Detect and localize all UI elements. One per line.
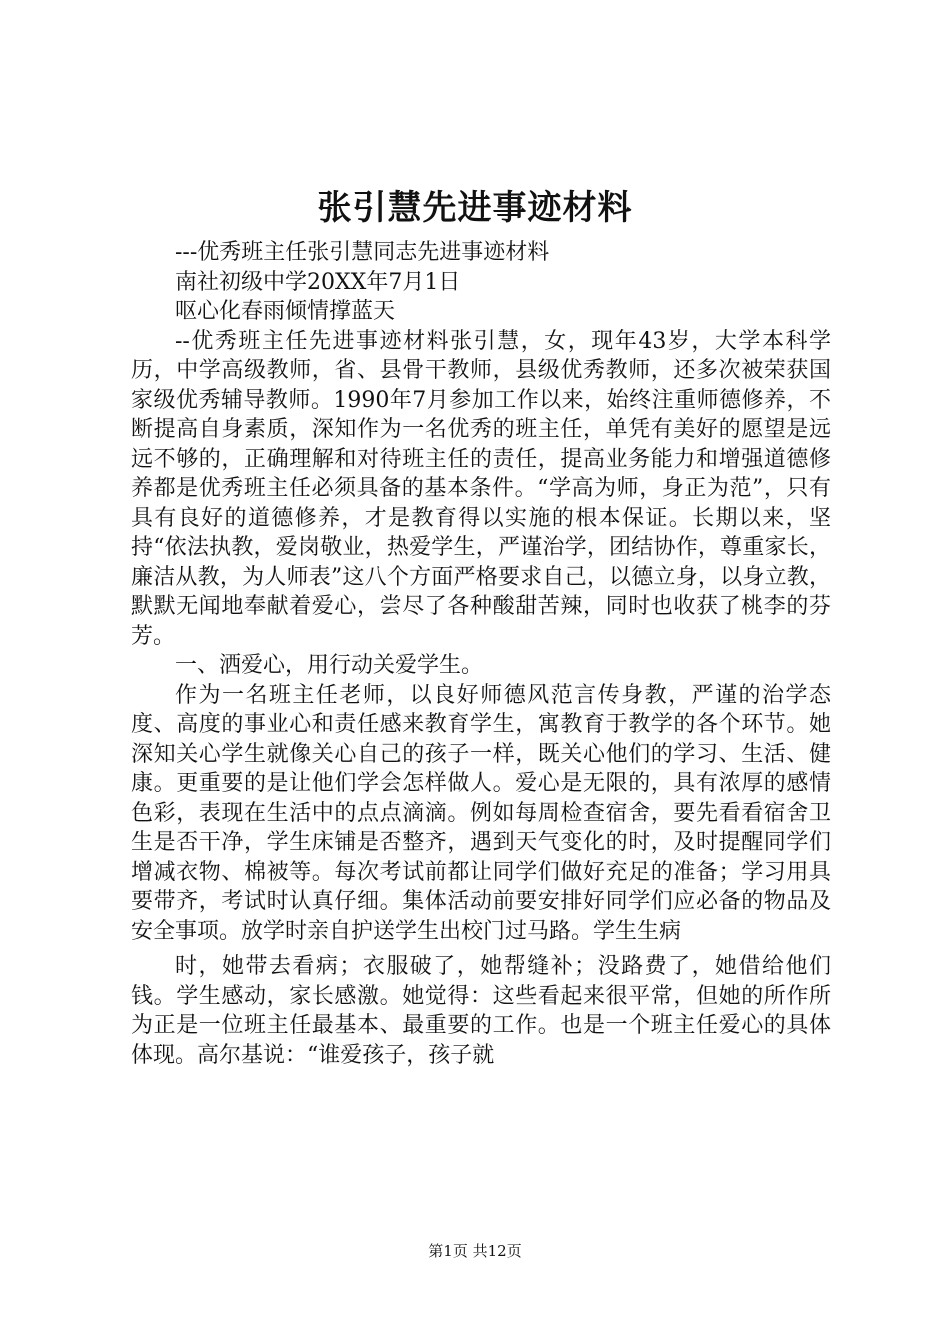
section-heading: 一、洒爱心，用行动关爱学生。 (175, 653, 484, 678)
subtitle-paragraph: ---优秀班主任张引慧同志先进事迹材料 (175, 240, 550, 265)
body-paragraph: 作为一名班主任老师，以良好师德风范言传身教，严谨的治学态度、高度的事业心和责任感来教育学生，寓教育于教学的各个环节。她深知关心学生就像关心自己的孩子一样，既关心他们的学习、生活、健康。更重要的是让他们学会怎样做人。爱心是无限的，具有浓厚的感情色彩，表现在生活中的点点滴滴。例如每周检查宿舍，要先看看宿舍卫生是否干净，学生床铺是否整齐，遇到天气变化的时，及时提醒同学们增减衣物、棉被等。每次考试前都让同学们做好充足的准备；学习用具要带齐，考试时认真仔细。集体活动前要安排好同学们应必备的物品及安全事项。放学时亲自护送学生出校门过马路。学生生病 (131, 682, 831, 944)
document-body (131, 238, 831, 1070)
school-date-paragraph: 南社初级中学20XX年7月1日 (175, 269, 461, 295)
document-title: 张引慧先进事迹材料 (317, 188, 633, 228)
motto-paragraph: 呕心化春雨倾情撑蓝天 (175, 299, 396, 324)
body-paragraph: --优秀班主任先进事迹材料张引慧，女，现年43岁，大学本科学历，中学高级教师，省、县骨干教师，县级优秀教师，还多次被荣获国家级优秀辅导教师。1990年7月参加工作以来，始终注重师德修养，不断提高自身素质，深知作为一名优秀的班主任，单凭有美好的愿望是远远不够的，正确理解和对待班主任的责任，提高业务能力和增强道德修养都是优秀班主任必须具备的基本条件。“学高为师，身正为范”，只有具有良好的道德修养，才是教育得以实施的根本保证。长期以来，坚持“依法执教，爱岗敬业，热爱学生，严谨治学，团结协作，尊重家长，廉洁从教，为人师表”这八个方面严格要求自己，以德立身，以身立教，默默无闻地奉献着爱心，尝尽了各种酸甜苦辣，同时也收获了桃李的芬芳。 (131, 328, 831, 649)
body-paragraph: 时，她带去看病；衣服破了，她帮缝补；没路费了，她借给他们钱。学生感动，家长感激。她觉得：这些看起来很平常，但她的所作所为正是一位班主任最基本、最重要的工作。也是一个班主任爱心的具体体现。高尔基说：“谁爱孩子，孩子就 (131, 954, 831, 1068)
page-number-footer: 第1页 共12页 (428, 1242, 522, 1260)
